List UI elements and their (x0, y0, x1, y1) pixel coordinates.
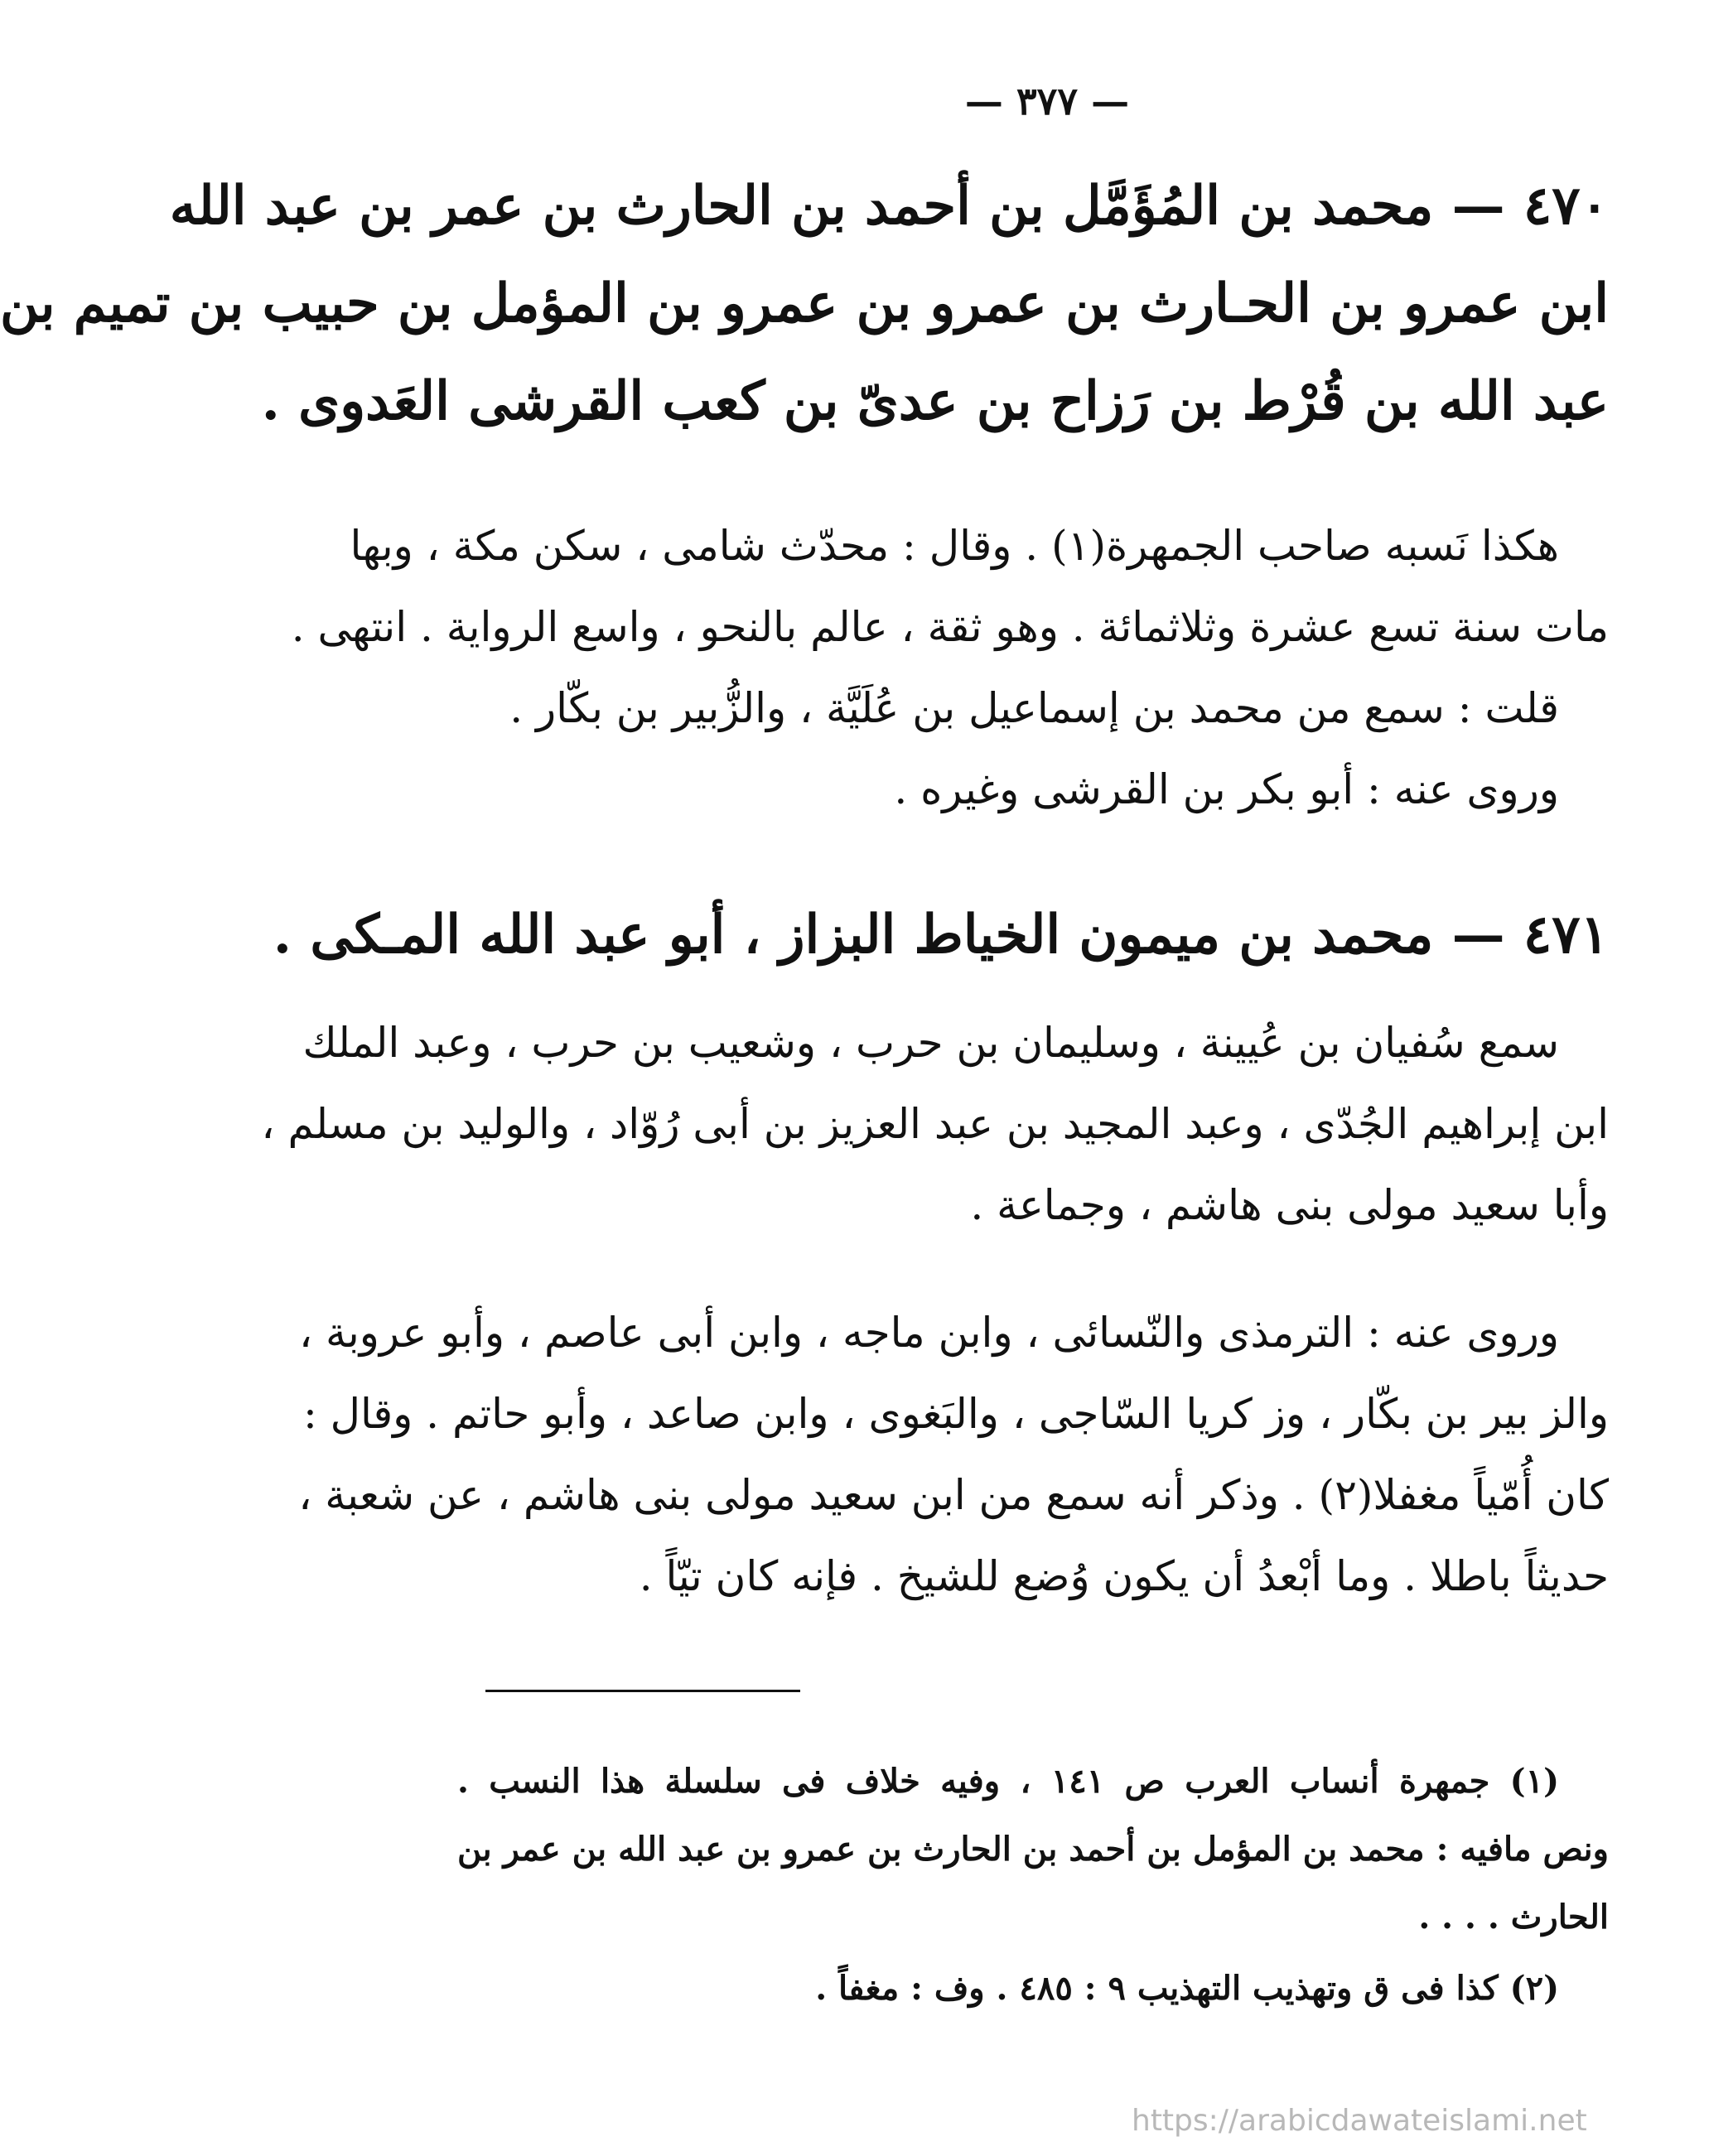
entry-471-para2-line: كان أُمّياً مغفلا(٢) . وذكر أنه سمع من ابن سعيد مولى بنى هاشم ، عن شعبة ، (298, 1471, 1609, 1519)
entry-470-body-line: مات سنة تسع عشرة وثلاثمائة . وهو ثقة ، عالم بالنحو ، واسع الرواية . انتهى . (291, 603, 1609, 651)
footnote-1-line: ونص مافيه : محمد بن المؤمل بن أحمد بن الحارث بن عمرو بن عبد الله بن عمر بن (457, 1830, 1610, 1869)
entry-471-para2-line: وروى عنه : الترمذى والنّسائى ، وابن ماجه ، وابن أبى عاصم ، وأبو عروبة ، (299, 1309, 1559, 1357)
entry-470-body-line: قلت : سمع من محمد بن إسماعيل بن عُلَيَّة ، والزُّبير بن بكّار . (509, 684, 1559, 732)
entry-470-heading-line: ٤٧٠ — محمد بن المُؤَمَّل بن أحمد بن الحارث بن عمر بن عبد الله (169, 175, 1609, 237)
footnote-separator (485, 1690, 800, 1692)
footnote-2-line: (٢) كذا فى ق وتهذيب التهذيب ٩ : ٤٨٥ . وف : مغفاً . (815, 1969, 1559, 2008)
entry-471-para1-line: ابن إبراهيم الجُدّى ، وعبد المجيد بن عبد العزيز بن أبى رُوّاد ، والوليد بن مسلم ، (261, 1100, 1609, 1148)
entry-471-para1-line: سمع سُفيان بن عُيينة ، وسليمان بن حرب ، وشعيب بن حرب ، وعبد الملك (302, 1019, 1559, 1067)
entry-471-paragraph-2 (298, 1292, 1609, 1617)
entry-470-heading-line: عبد الله بن قُرْط بن رَزاح بن عدىّ بن كعب القرشى العَدوى . (261, 370, 1609, 432)
entry-471-heading (273, 886, 1609, 984)
entry-471-heading-line: ٤٧١ — محمد بن ميمون الخياط البزاز ، أبو عبد الله المـكى . (273, 904, 1609, 966)
entry-471-para2-line: والز بير بن بكّار ، وز كريا السّاجى ، والبَغوى ، وابن صاعد ، وأبو حاتم . وقال : (302, 1390, 1609, 1438)
footnote-1-line: (١) جمهرة أنساب العرب ص ١٤١ ، وفيه خلاف فى سلسلة هذا النسب . (457, 1762, 1560, 1801)
entry-471-para2-line: حديثاً باطلا . وما أبْعدُ أن يكون وُضع للشيخ . فإنه كان تيّاً . (639, 1552, 1609, 1600)
page-number: — ٣٧٧ — (964, 79, 1130, 123)
footnote-1 (457, 1748, 1609, 1951)
entry-470-heading-line: ابن عمرو بن الحـارث بن عمرو بن عمرو بن المؤمل بن حبيب بن تميم بن (0, 273, 1609, 335)
entry-470-heading (0, 157, 1609, 451)
entry-471-para1-line: وأبا سعيد مولى بنى هاشم ، وجماعة . (970, 1181, 1609, 1229)
entry-470-body-line: وروى عنه : أبو بكر بن القرشى وغيره . (894, 765, 1559, 813)
entry-471-paragraph-1 (261, 1002, 1609, 1246)
footnote-1-line: الحارث . . . . (1418, 1898, 1609, 1937)
watermark: https://arabicdawateislami.net (1132, 2104, 1587, 2138)
entry-470-body (291, 505, 1609, 830)
entry-470-body-line: هكذا نَسبه صاحب الجمهرة(١) . وقال : محدّث شامى ، سكن مكة ، وبها (350, 522, 1559, 570)
footnote-2 (457, 1955, 1609, 2023)
